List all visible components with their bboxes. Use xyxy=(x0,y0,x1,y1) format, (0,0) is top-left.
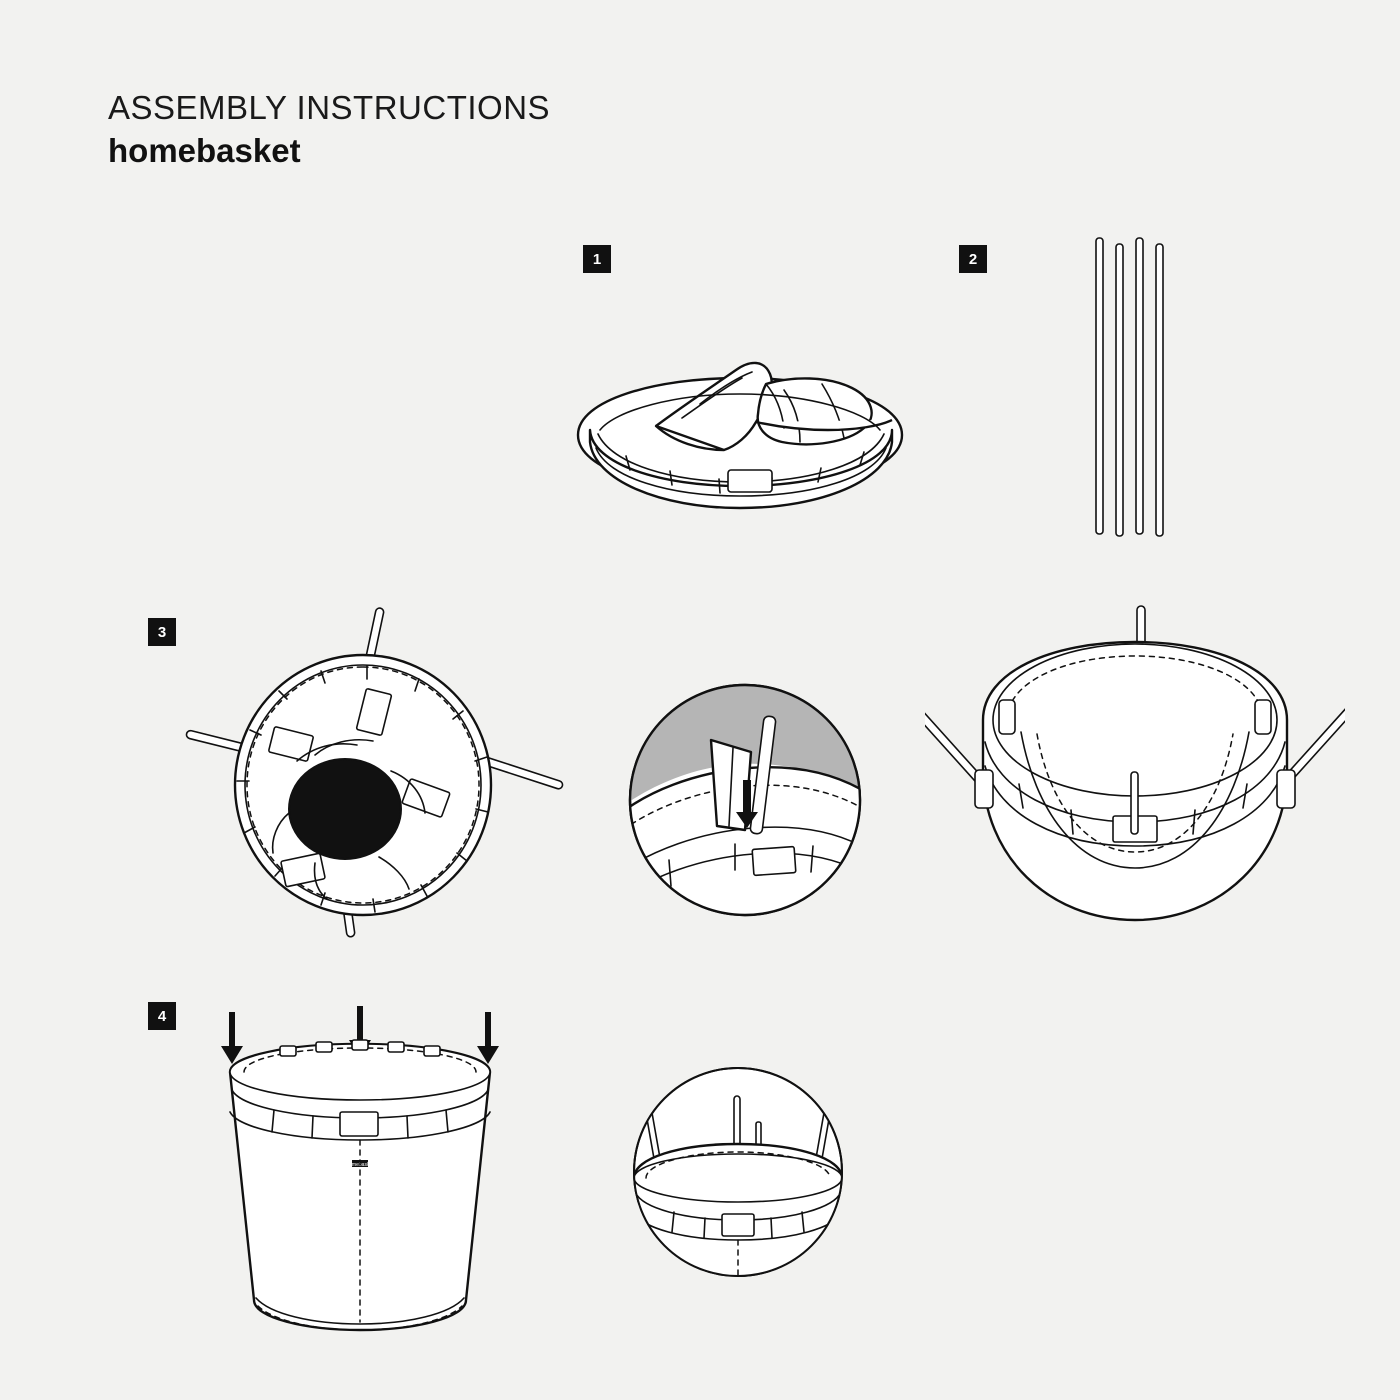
brand-tag-text: homebasket xyxy=(346,1162,374,1168)
rod-4 xyxy=(1156,244,1163,536)
figure-four-rods xyxy=(1080,230,1190,550)
page-header xyxy=(108,90,550,172)
figure-basket-with-rods-side-view xyxy=(925,600,1345,950)
page-title-large: homebasket xyxy=(108,132,301,170)
step-badge-2: 2 xyxy=(959,245,987,273)
figure-folded-basket xyxy=(560,330,920,550)
figure-rod-insertion-detail xyxy=(625,680,865,920)
press-arrow-right xyxy=(477,1012,499,1064)
rod-1 xyxy=(1096,238,1103,534)
step-badge-4: 4 xyxy=(148,1002,176,1030)
figure-top-view-rods-inserted xyxy=(165,595,565,955)
rod-3 xyxy=(1136,238,1143,534)
step-badge-3: 3 xyxy=(148,618,176,646)
figure-rim-lock-detail xyxy=(628,1062,848,1282)
step-badge-1: 1 xyxy=(583,245,611,273)
rod-2 xyxy=(1116,244,1123,536)
press-arrow-left xyxy=(221,1012,243,1064)
figure-assembled-basket xyxy=(200,1000,520,1340)
page-title-small: ASSEMBLY INSTRUCTIONS xyxy=(108,89,551,126)
